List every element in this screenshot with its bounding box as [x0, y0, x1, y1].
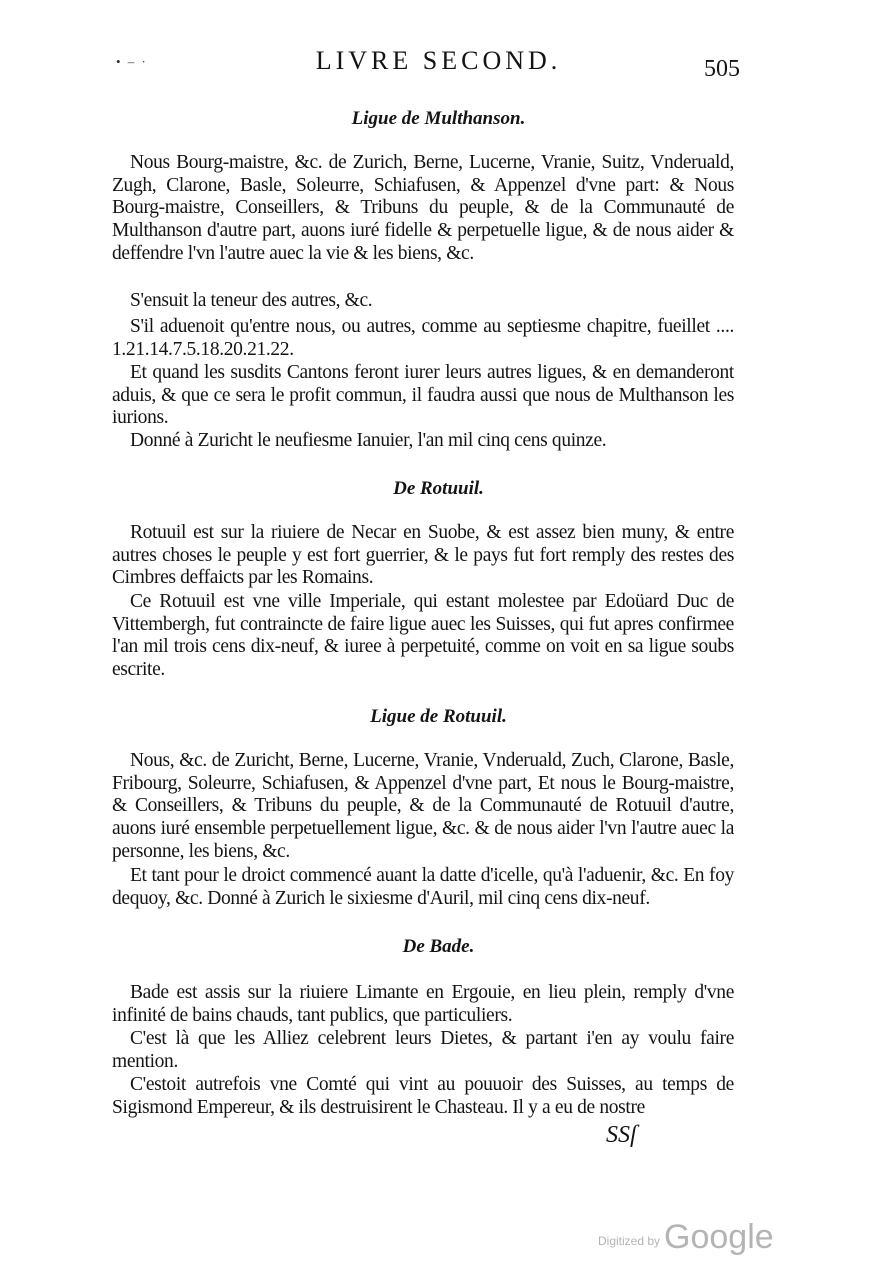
paragraph: S'il aduenoit qu'entre nous, ou autres, comme au septiesme chapitre, fueillet .... 1.21.14.7.5.18.20.21.22.	[112, 316, 734, 360]
paragraph: Donné à Zuricht le neufiesme Ianuier, l'an mil cinq cens quinze.	[130, 430, 607, 451]
section-heading-de-bade: De Bade.	[402, 936, 475, 957]
paragraph: S'ensuit la teneur des autres, &c.	[130, 290, 373, 311]
paragraph: Bade est assis sur la riuiere Limante en Ergouie, en lieu plein, remply d'vne infinité de bains chauds, tant publics, que particuliers.	[112, 982, 734, 1026]
paragraph: Nous Bourg-maistre, &c. de Zurich, Berne, Lucerne, Vranie, Suitz, Vnderuald, Zugh, Clarone, Basle, Soleurre, Schiafusen, & Appenzel d'vne part: & Nous Bourg-maistre, Conseillers, & Tribuns du peuple, & de la Communauté de Multhanson d'autre part, auons iuré fidelle & perpetuelle ligue, & de nous aider & deffendre l'vn l'autre auec la vie & les biens, &c.	[112, 152, 734, 264]
digitized-watermark	[598, 1218, 774, 1257]
paragraph: Et quand les susdits Cantons feront iurer leurs autres ligues, & en demanderont aduis, & que ce sera le profit commun, il faudra aussi que nous de Multhanson les iurions.	[112, 362, 734, 429]
paragraph: C'est là que les Alliez celebrent leurs Dietes, & partant i'en ay voulu faire mention.	[112, 1028, 734, 1072]
watermark-small-text: Digitized by	[598, 1234, 661, 1248]
paragraph: Et tant pour le droict commencé auant la datte d'icelle, qu'à l'aduenir, &c. En foy dequoy, &c. Donné à Zurich le sixiesme d'Auril, mil cinq cens dix-neuf.	[112, 865, 734, 909]
paragraph: C'estoit autrefois vne Comté qui vint au pouuoir des Suisses, au temps de Sigismond Empereur, & ils destruisirent le Chasteau. Il y a eu de nostre	[112, 1074, 734, 1118]
paragraph: Ce Rotuuil est vne ville Imperiale, qui estant molestee par Edoüard Duc de Vittembergh, fut contraincte de faire ligue auec les Suisses, qui fut apres confirmee l'an mil trois cens dix-neuf, & iuree à perpetuité, comme on voit en sa ligue soubs escrite.	[112, 591, 734, 681]
paragraph: Rotuuil est sur la riuiere de Necar en Suobe, & est assez bien muny, & entre autres choses le peuple y est fort guerrier, & le pays fut fort remply des restes des Cimbres deffaicts par les Romains.	[112, 522, 734, 589]
section-heading-ligue-rotuuil: Ligue de Rotuuil.	[370, 706, 507, 727]
running-head: LIVRE SECOND.	[315, 46, 562, 75]
section-heading-de-rotuuil: De Rotuuil.	[393, 478, 484, 499]
margin-marks: • – ·	[116, 54, 148, 69]
watermark-logo-text: Google	[664, 1218, 774, 1256]
signature-mark: SSſ	[606, 1122, 637, 1148]
paragraph: Nous, &c. de Zuricht, Berne, Lucerne, Vranie, Vnderuald, Zuch, Clarone, Basle, Fribourg, Soleurre, Schiafusen, & Appenzel d'vne part, Et nous le Bourg-maistre, & Conseillers, & Tribuns du peuple, & de la Communauté de Rotuuil d'autre, auons iuré ensemble perpetuellement ligue, &c. & de nous aider l'vn l'autre auec la personne, les biens, &c.	[112, 750, 734, 862]
page-number: 505	[704, 56, 740, 82]
section-heading-ligue-multhanson: Ligue de Multhanson.	[351, 108, 526, 129]
